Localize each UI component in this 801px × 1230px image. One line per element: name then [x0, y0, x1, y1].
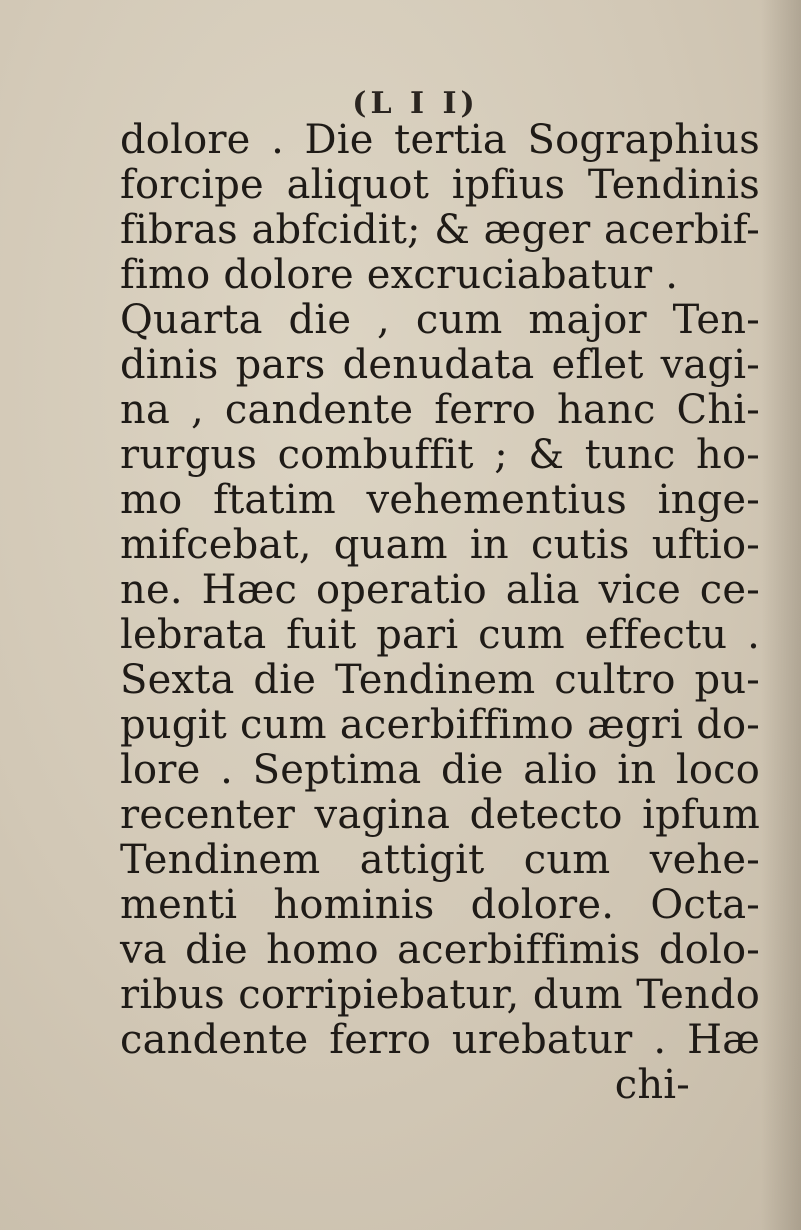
text-line: na , candente ferro hanc Chi-: [120, 387, 760, 433]
text-line: lebrata fuit pari cum effectu .: [120, 612, 760, 658]
text-line: fibras abfcidit; & æger acerbif-: [120, 207, 760, 253]
text-line: pugit cum acerbiffimo ægri do-: [120, 702, 760, 748]
running-head: (L I I): [352, 86, 479, 121]
text-line: fimo dolore excruciabatur .: [120, 252, 679, 298]
body-text: [120, 118, 760, 1108]
text-line: mo ftatim vehementius inge-: [120, 477, 760, 523]
text-line: Tendinem attigit cum vehe-: [120, 837, 760, 883]
text-line: Sexta die Tendinem cultro pu-: [120, 657, 760, 703]
text-line: dinis pars denudata eflet vagi-: [120, 342, 760, 388]
text-line: mifcebat, quam in cutis uftio-: [120, 522, 760, 568]
text-line: forcipe aliquot ipfius Tendinis: [120, 162, 760, 208]
text-line: va die homo acerbiffimis dolo-: [120, 927, 760, 973]
text-line: rurgus combuffit ; & tunc ho-: [120, 432, 760, 478]
text-line: Quarta die , cum major Ten-: [120, 297, 760, 343]
catchword: chi-: [614, 1062, 690, 1108]
text-line: ribus corripiebatur, dum Tendo: [120, 972, 760, 1018]
text-line: recenter vagina detecto ipfum: [120, 792, 760, 838]
text-line: lore . Septima die alio in loco: [120, 747, 760, 793]
text-line: ne. Hæc operatio alia vice ce-: [120, 567, 760, 613]
text-line: candente ferro urebatur . Hæ: [120, 1017, 760, 1063]
text-line: dolore . Die tertia Sographius: [120, 117, 760, 163]
text-line: menti hominis dolore. Octa-: [120, 882, 760, 928]
